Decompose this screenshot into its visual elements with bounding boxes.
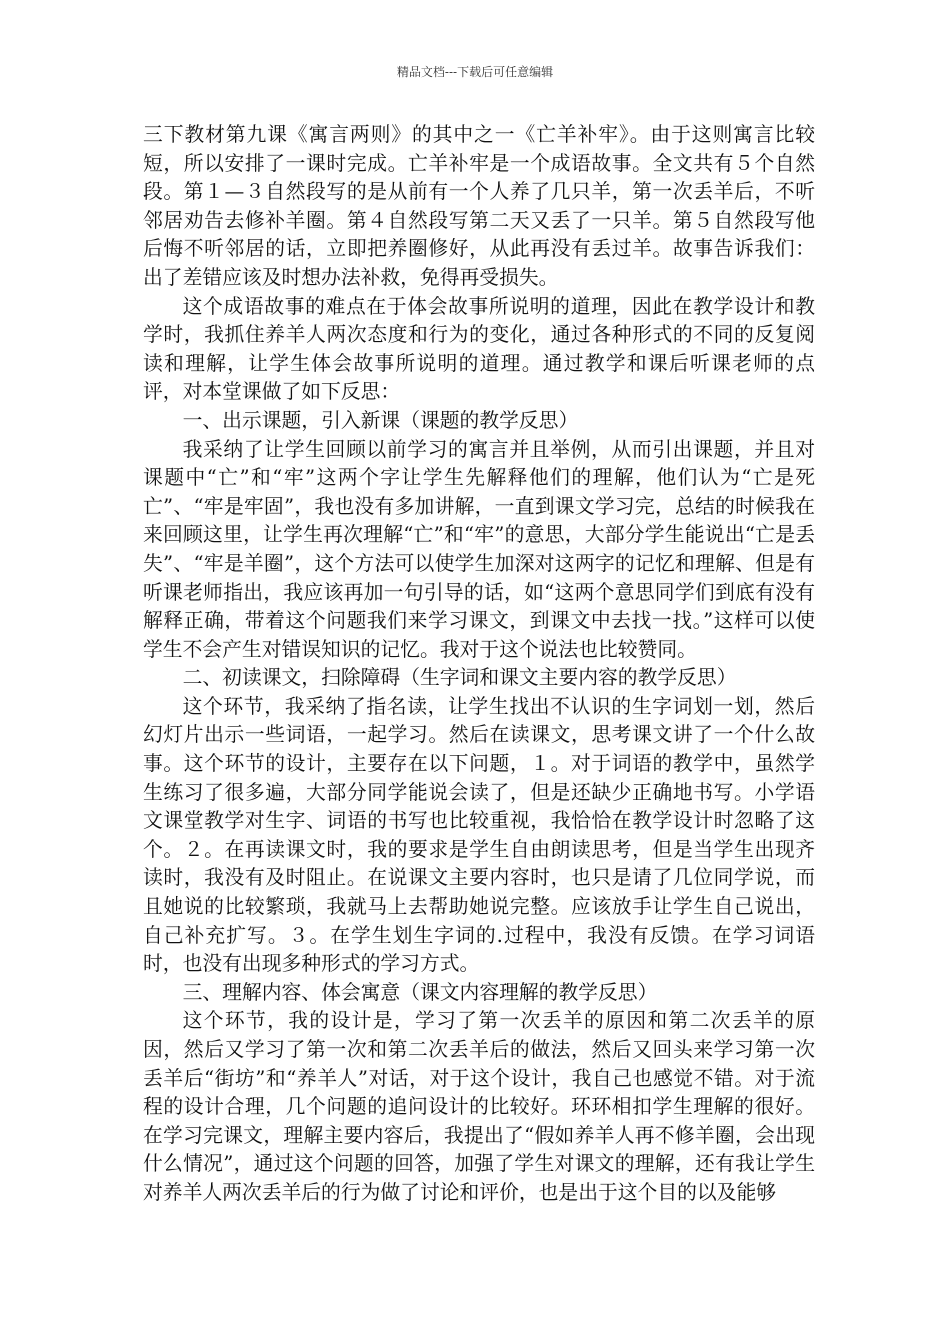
page-header: 精品文档---下载后可任意编辑 <box>396 65 554 79</box>
paragraph-approach: 这个成语故事的难点在于体会故事所说明的道理，因此在教学设计和教学时，我抓住养羊人两次态度和行为的变化，通过各种形式的不同的反复阅读和理解，让学生体会故事所说明的道理。通过教学和课后听课老师的点评，对本堂课做了如下反思： <box>143 294 815 404</box>
section-heading-1: 一、出示课题，引入新课（课题的教学反思） <box>182 408 579 432</box>
section-heading-2: 二、初读课文，扫除障碍（生字词和课文主要内容的教学反思） <box>182 666 737 690</box>
paragraph-intro: 三下教材第九课《寓言两则》的其中之一《亡羊补牢》。由于这则寓言比较短，所以安排了一课时完成。亡羊补牢是一个成语故事。全文共有５个自然段。第１—３自然段写的是从前有一个人养了几只羊，第一次丢羊后，不听邻居劝告去修补羊圈。第４自然段写第二天又丢了一只羊。第５自然段写他后悔不听邻居的话，立即把养圈修好，从此再没有丢过羊。故事告诉我们：出了差错应该及时想办法补救，免得再受损失。 <box>143 123 815 289</box>
document-body <box>143 121 815 1208</box>
paragraph-section-2: 这个环节，我采纳了指名读，让学生找出不认识的生字词划一划，然后幻灯片出示一些词语，一起学习。然后在读课文，思考课文讲了一个什么故事。这个环节的设计，主要存在以下问题，１。对于词语的教学中，虽然学生练习了很多遍，大部分同学能说会读了，但是还缺少正确地书写。小学语文课堂教学对生字、词语的书写也比较重视，我恰恰在教学设计时忽略了这个。２。在再读课文时，我的要求是学生自由朗读思考，但是当学生出现齐读时，我没有及时阻止。在说课文主要内容时，也只是请了几位同学说，而且她说的比较繁琐，我就马上去帮助她说完整。应该放手让学生自己说出，自己补充扩写。３。在学生划生字词的.过程中，我没有反馈。在学习词语时，也没有出现多种形式的学习方式。 <box>143 694 815 976</box>
section-heading-3: 三、理解内容、体会寓意（课文内容理解的教学反思） <box>182 980 658 1004</box>
paragraph-section-3: 这个环节，我的设计是，学习了第一次丢羊的原因和第二次丢羊的原因，然后又学习了第一次和第二次丢羊后的做法，然后又回头来学习第一次丢羊后“街坊”和“养羊人”对话，对于这个设计，我自己也感觉不错。对于流程的设计合理，几个问题的追问设计的比较好。环环相扣学生理解的很好。在学习完课文，理解主要内容后，我提出了“假如养羊人再不修羊圈，会出现什么情况”，通过这个问题的回答，加强了学生对课文的理解，还有我让学生对养羊人两次丢羊后的行为做了讨论和评价，也是出于这个目的以及能够 <box>143 1009 815 1204</box>
paragraph-section-1: 我采纳了让学生回顾以前学习的寓言并且举例，从而引出课题，并且对课题中“亡”和“牢”这两个字让学生先解释他们的理解，他们认为“亡是死亡”、“牢是牢固”，我也没有多加讲解，一直到课文学习完，总结的时候我在来回顾这里，让学生再次理解“亡”和“牢”的意思，大部分学生能说出“亡是丢失”、“牢是羊圈”，这个方法可以使学生加深对这两字的记忆和理解、但是有听课老师指出，我应该再加一句引导的话，如“这两个意思同学们到底有没有解释正确，带着这个问题我们来学习课文，到课文中去找一找。”这样可以使学生不会产生对错误知识的记忆。我对于这个说法也比较赞同。 <box>143 437 815 661</box>
